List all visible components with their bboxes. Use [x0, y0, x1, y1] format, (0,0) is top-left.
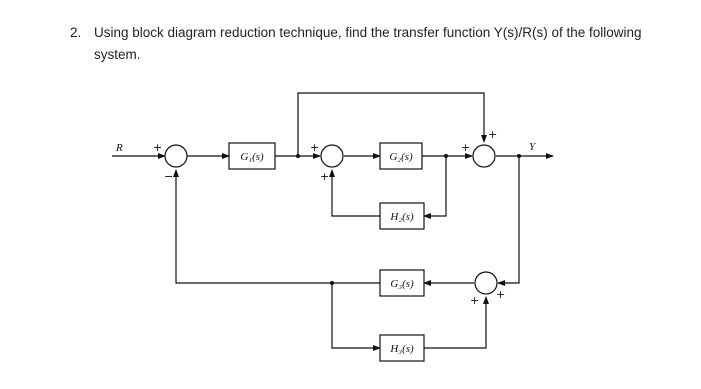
sj1-minus-sign: −	[164, 170, 174, 183]
block-g2-label: G₂(s)	[389, 151, 413, 163]
sj2-plus-bottom-sign: +	[320, 170, 330, 183]
block-h2-label: H₂(s)	[390, 211, 414, 223]
sj4-plus-left-sign: +	[470, 294, 480, 307]
pickoff-node	[296, 154, 300, 158]
block-g1-label: G₁(s)	[240, 151, 264, 163]
block-g3-label: G₃(s)	[390, 278, 414, 290]
sj1-plus-sign: +	[153, 141, 163, 154]
input-label: R	[116, 142, 123, 154]
summing-junction-3	[473, 145, 495, 167]
sj2-plus-top-sign: +	[310, 141, 320, 154]
sj3-plus-top-sign: +	[488, 128, 498, 141]
h2-feedback-path	[424, 156, 446, 216]
h3-path	[332, 283, 380, 348]
output-label: Y	[529, 141, 536, 153]
summing-junction-2	[321, 145, 343, 167]
h2-feedback-path	[332, 170, 380, 216]
sj4-plus-right-sign: +	[496, 288, 506, 301]
summing-junction-4	[475, 272, 497, 294]
main-feedback-path	[176, 170, 380, 283]
block-h3-label: H₃(s)	[390, 343, 414, 355]
summing-junction-1	[165, 145, 187, 167]
question-number: 2.	[70, 25, 82, 40]
pickoff-node	[330, 281, 334, 285]
pickoff-node	[444, 154, 448, 158]
question-text: Using block diagram reduction technique, find the transfer function Y(s)/R(s) of the following system.	[94, 25, 642, 62]
pickoff-node	[517, 154, 521, 158]
output-feedback-path	[498, 156, 519, 283]
sj3-plus-left-sign: +	[461, 141, 471, 154]
